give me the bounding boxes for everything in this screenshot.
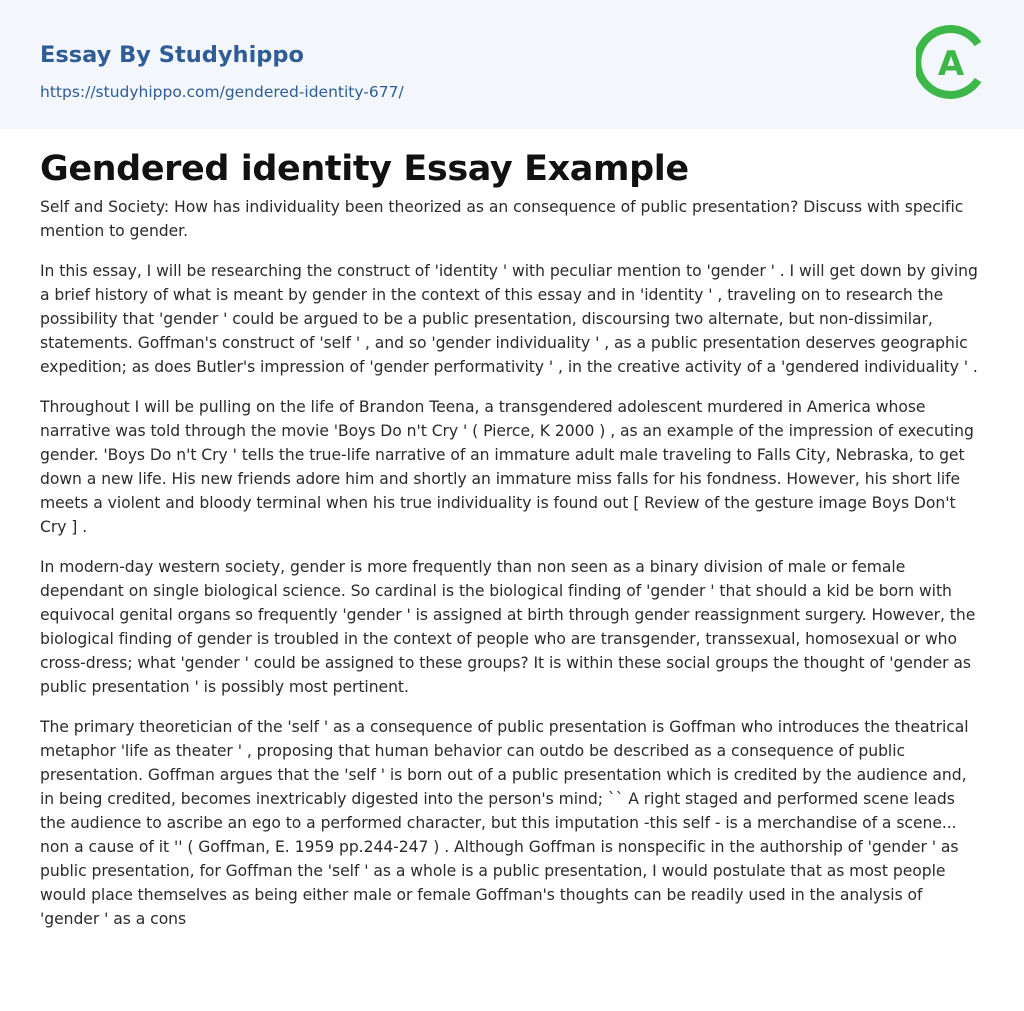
essay-url-link[interactable]: https://studyhippo.com/gendered-identity-677/ <box>40 83 404 101</box>
essay-paragraph: Self and Society: How has individuality been theorized as an consequence of public presentation? Discuss with specific mention to gender. <box>40 198 964 240</box>
site-brand: Essay By Studyhippo <box>40 42 304 68</box>
essay-paragraph: In this essay, I will be researching the construct of 'identity ' with peculiar mention to 'gender ' . I will get down by giving a brief history of what is meant by gender in the context of this essay and in 'identity ' , traveling on to research the possibility that 'gender ' could be argued to be a public presentation, discoursing two alternate, but non-dissimilar, statements. Goffman's construct of 'self ' , and so 'gender individuality ' , as a public presentation deserves geographic expedition; as does Butler's impression of 'gender performativity ' , in the creative activity of a 'gendered individuality ' . <box>40 262 978 376</box>
site-header <box>0 0 1024 129</box>
essay-paragraph: Throughout I will be pulling on the life of Brandon Teena, a transgendered adolescent murdered in America whose narrative was told through the movie 'Boys Do n't Cry ' ( Pierce, K 2000 ) , as an example of the impression of executing gender. 'Boys Do n't Cry ' tells the true-life narrative of an immature adult male traveling to Falls City, Nebraska, to get down a new life. His new friends adore him and shortly an immature miss falls for his fondness. However, his short life meets a violent and bloody terminal when his true individuality is found out [ Review of the gesture image Boys Don't Cry ] . <box>40 398 974 536</box>
essay-content <box>0 147 1024 931</box>
essay-paragraph: The primary theoretician of the 'self ' as a consequence of public presentation is Goffman who introduces the theatrical metaphor 'life as theater ' , proposing that human behavior can outdo be described as a consequence of public presentation. Goffman argues that the 'self ' is born out of a public presentation which is credited by the audience and, in being credited, becomes inextricably digested into the person's mind; `` A right staged and performed scene leads the audience to ascribe an ego to a performed character, but this imputation -this self - is a merchandise of a scene... non a cause of it '' ( Goffman, E. 1959 pp.244-247 ) . Although Goffman is nonspecific in the authorship of 'gender ' as public presentation, for Goffman the 'self ' as a whole is a public presentation, I would postulate that as most people would place themselves as being either male or female Goffman's thoughts can be readily used in the analysis of 'gender ' as a cons <box>40 718 969 928</box>
logo-letter: A <box>937 44 965 84</box>
essay-title: Gendered identity Essay Example <box>40 149 689 189</box>
essay-paragraph: In modern-day western society, gender is more frequently than non seen as a binary division of male or female dependant on single biological science. So cardinal is the biological finding of 'gender ' that should a kid be born with equivocal genital organs so frequently 'gender ' is assigned at birth through gender reassignment surgery. However, the biological finding of gender is troubled in the context of people who are transgender, transsexual, homosexual or who cross-dress; what 'gender ' could be assigned to these groups? It is within these social groups the thought of 'gender as public presentation ' is possibly most pertinent. <box>40 558 976 696</box>
studyhippo-logo-icon[interactable] <box>916 18 986 106</box>
